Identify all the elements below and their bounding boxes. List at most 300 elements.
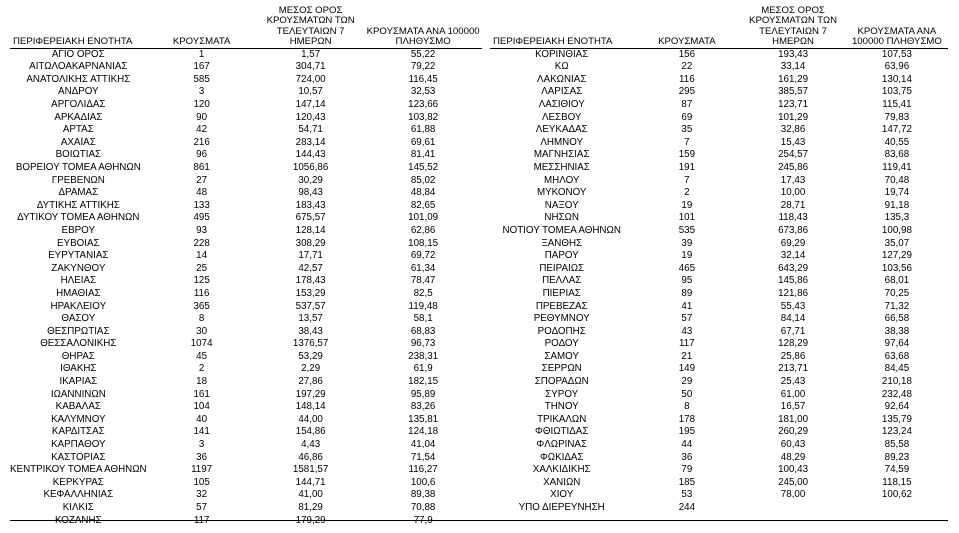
cell-cases: 32 <box>196 489 208 501</box>
cell-per100k: 135,81 <box>408 413 439 425</box>
table-row <box>10 376 482 389</box>
table-row <box>490 477 948 490</box>
table-row <box>490 61 948 74</box>
cell-per100k: 135,3 <box>884 212 910 224</box>
cell-avg7: 10,00 <box>780 187 806 199</box>
cell-cases: 18 <box>196 376 208 388</box>
cell-per100k: 85,02 <box>410 174 436 186</box>
cell-per100k: 79,83 <box>884 111 910 123</box>
cell-avg7: 304,71 <box>295 61 326 73</box>
table-row <box>10 401 482 414</box>
cell-per100k: 69,61 <box>410 136 436 148</box>
cell-region: ΗΛΕΙΑΣ <box>60 275 97 287</box>
table-row <box>10 200 482 213</box>
cell-avg7: 4,43 <box>301 439 321 451</box>
table-row <box>490 200 948 213</box>
cell-cases: 195 <box>678 426 696 438</box>
left-table-section <box>10 6 482 527</box>
table-row <box>10 149 482 162</box>
table-row <box>490 288 948 301</box>
header-avg7: ΜΕΣΟΣ ΟΡΟΣ ΚΡΟΥΣΜΑΤΩΝ ΤΩΝ ΤΕΛΕΥΤΑΙΩΝ 7 ΗΜΕΡΩΝ <box>749 5 838 48</box>
cell-per100k: 81,41 <box>410 149 436 161</box>
cell-avg7: 1,57 <box>301 48 321 60</box>
table-row <box>10 275 482 288</box>
cell-region: ΒΟΡΕΙΟΥ ΤΟΜΕΑ ΑΘΗΝΩΝ <box>15 161 141 173</box>
cell-cases: 117 <box>679 338 695 350</box>
left-table-body <box>10 48 482 527</box>
cell-cases: 1197 <box>191 464 213 476</box>
cell-region: ΔΡΑΜΑΣ <box>58 187 99 199</box>
table-row <box>10 187 482 200</box>
cell-region: ΓΡΕΒΕΝΩΝ <box>51 174 105 186</box>
cell-cases: 465 <box>678 262 696 274</box>
cell-cases: 101 <box>678 212 696 224</box>
table-row <box>490 502 948 515</box>
cell-cases: 50 <box>681 388 693 400</box>
table-row <box>10 263 482 276</box>
cell-region: ΧΑΛΚΙΔΙΚΗΣ <box>532 464 591 476</box>
cell-per100k: 82,5 <box>413 287 433 299</box>
cell-cases: 14 <box>196 250 208 262</box>
cell-avg7: 153,29 <box>295 287 326 299</box>
table-row <box>10 99 482 112</box>
cell-region: ΤΡΙΚΑΛΩΝ <box>537 413 587 425</box>
cell-avg7: 30,29 <box>298 174 323 186</box>
cell-per100k: 89,38 <box>410 489 436 501</box>
cell-avg7: 13,57 <box>298 313 323 325</box>
table-row <box>10 439 482 452</box>
cell-region: ΚΟΖΑΝΗΣ <box>55 514 102 526</box>
cell-region: ΚΕΦΑΛΛΗΝΙΑΣ <box>43 489 114 501</box>
cell-region: ΚΑΡΔΙΤΣΑΣ <box>51 426 105 438</box>
cell-avg7: 25,86 <box>780 350 806 362</box>
cell-avg7: 25,43 <box>780 376 806 388</box>
cell-cases: 161 <box>193 388 210 400</box>
cell-region: ΠΕΛΛΑΣ <box>542 275 582 287</box>
cell-cases: 30 <box>196 325 208 337</box>
header-per100k: ΚΡΟΥΣΜΑΤΑ ΑΝΑ 100000 ΠΛΗΘΥΣΜΟ <box>366 25 480 48</box>
cell-avg7: 10,57 <box>298 86 323 98</box>
cell-per100k: 66,58 <box>884 313 910 325</box>
table-row <box>10 250 482 263</box>
bottom-rule <box>10 520 948 521</box>
table-row <box>490 212 948 225</box>
table-row <box>10 74 482 87</box>
cell-per100k: 232,48 <box>881 388 912 400</box>
cell-avg7: 53,29 <box>298 350 323 362</box>
cell-region: ΙΘΑΚΗΣ <box>60 363 97 375</box>
table-row <box>490 250 948 263</box>
cell-per100k: 83,26 <box>410 401 436 413</box>
table-row <box>490 326 948 339</box>
cell-avg7: 81,29 <box>298 502 323 513</box>
cell-avg7: 724,00 <box>295 73 326 85</box>
cell-cases: 19 <box>681 199 693 211</box>
cell-avg7: 27,86 <box>298 376 323 388</box>
cell-avg7 <box>740 502 846 515</box>
cell-per100k: 238,31 <box>408 350 439 362</box>
cell-cases: 96 <box>196 149 208 161</box>
table-row <box>490 149 948 162</box>
cell-cases: 53 <box>681 489 693 501</box>
table-row <box>10 301 482 314</box>
cell-region: ΦΘΙΩΤΙΔΑΣ <box>535 426 589 438</box>
cell-region: ΚΑΛΥΜΝΟΥ <box>51 413 106 425</box>
cell-avg7: 78,00 <box>780 489 806 501</box>
cell-cases: 57 <box>196 502 208 513</box>
cell-cases: 116 <box>193 287 210 299</box>
cell-region: ΠΙΕΡΙΑΣ <box>542 287 581 299</box>
cell-cases: 95 <box>681 275 693 287</box>
cell-per100k: 123,24 <box>881 426 912 438</box>
cell-avg7: 193,43 <box>778 48 809 60</box>
cell-region: ΡΟΔΟΠΗΣ <box>537 325 586 337</box>
cell-per100k: 89,23 <box>884 451 910 463</box>
table-row <box>490 313 948 326</box>
table-row <box>10 212 482 225</box>
table-row <box>490 137 948 150</box>
cell-per100k: 182,15 <box>408 376 439 388</box>
cell-region: ΕΒΡΟΥ <box>61 224 96 236</box>
cell-cases: 36 <box>196 451 208 463</box>
cell-avg7: 1581,57 <box>292 464 329 476</box>
table-row <box>10 389 482 402</box>
cell-region: ΧΑΝΙΩΝ <box>543 476 581 488</box>
table-row <box>490 439 948 452</box>
cell-region: ΑΡΚΑΔΙΑΣ <box>54 111 103 123</box>
cell-avg7: 260,29 <box>778 426 809 438</box>
right-header-row <box>490 6 948 48</box>
cell-avg7: 121,86 <box>778 287 809 299</box>
cell-avg7: 673,86 <box>778 224 809 236</box>
cell-per100k: 74,59 <box>884 464 910 476</box>
cell-per100k: 61,88 <box>410 124 436 136</box>
table-row <box>10 137 482 150</box>
cell-avg7: 643,29 <box>778 262 809 274</box>
header-cases: ΚΡΟΥΣΜΑΤΑ <box>172 36 231 48</box>
cell-region: ΚΑΡΠΑΘΟΥ <box>51 439 106 451</box>
cell-avg7: 154,86 <box>295 426 326 438</box>
cell-per100k: 62,86 <box>410 224 436 236</box>
table-row <box>10 86 482 99</box>
cell-region: ΔΥΤΙΚΗΣ ΑΤΤΙΚΗΣ <box>36 199 120 211</box>
table-row <box>10 414 482 427</box>
cell-cases: 104 <box>193 401 210 413</box>
cell-cases: 8 <box>684 401 690 413</box>
cell-cases: 27 <box>196 174 208 186</box>
cell-region: ΚΩ <box>554 61 569 73</box>
cell-avg7: 537,57 <box>295 300 326 312</box>
cell-avg7: 178,43 <box>295 275 326 287</box>
table-row <box>490 351 948 364</box>
cell-region: ΚΙΛΚΙΣ <box>62 502 94 513</box>
cell-region: ΗΜΑΘΙΑΣ <box>56 287 101 299</box>
cell-per100k: 48,84 <box>410 187 436 199</box>
cell-avg7: 254,57 <box>778 149 809 161</box>
cell-cases: 535 <box>678 224 696 236</box>
header-region: ΠΕΡΙΦΕΡΕΙΑΚΗ ΕΝΟΤΗΤΑ <box>493 36 613 48</box>
cell-per100k: 124,18 <box>408 426 439 438</box>
table-row <box>490 363 948 376</box>
cell-avg7: 181,00 <box>778 413 809 425</box>
cell-per100k: 19,74 <box>884 187 910 199</box>
cell-avg7: 148,14 <box>295 401 326 413</box>
cell-cases: 89 <box>681 287 693 299</box>
left-header-row <box>10 6 482 48</box>
cell-avg7: 33,14 <box>780 61 806 73</box>
table-row <box>490 401 948 414</box>
cell-region: ΘΑΣΟΥ <box>61 313 96 325</box>
table-row <box>490 414 948 427</box>
cell-avg7: 55,43 <box>780 300 806 312</box>
cell-cases: 365 <box>193 300 210 312</box>
cell-per100k: 108,15 <box>408 237 439 249</box>
cell-per100k: 103,56 <box>881 262 912 274</box>
cell-per100k: 95,89 <box>410 388 436 400</box>
right-table-section <box>490 6 948 515</box>
table-row <box>10 112 482 125</box>
cell-per100k: 119,48 <box>408 300 438 312</box>
right-table-body <box>490 48 948 514</box>
cell-cases: 19 <box>681 250 693 262</box>
table-row <box>10 338 482 351</box>
cell-region: ΛΗΜΝΟΥ <box>540 136 584 148</box>
cell-avg7: 245,00 <box>778 476 809 488</box>
cell-avg7: 41,00 <box>298 489 323 501</box>
cell-per100k: 63,68 <box>884 350 910 362</box>
cell-per100k: 85,58 <box>884 439 910 451</box>
table-row <box>490 238 948 251</box>
cell-per100k: 97,64 <box>884 338 910 350</box>
table-row <box>10 288 482 301</box>
cell-avg7: 123,71 <box>778 99 809 110</box>
table-row <box>10 363 482 376</box>
table-row <box>10 61 482 74</box>
cell-per100k: 100,62 <box>881 489 912 501</box>
cell-avg7: 283,14 <box>295 136 326 148</box>
table-row <box>10 477 482 490</box>
cell-region: ΜΗΛΟΥ <box>544 174 580 186</box>
cell-region: ΠΑΡΟΥ <box>544 250 579 262</box>
cell-region: ΑΓΙΟ ΟΡΟΣ <box>51 48 105 60</box>
cell-avg7: 38,43 <box>298 325 323 337</box>
cell-region: ΛΕΥΚΑΔΑΣ <box>535 124 588 136</box>
cell-avg7: 161,29 <box>778 73 809 85</box>
cell-avg7: 118,43 <box>778 212 808 224</box>
cell-region: ΑΝΑΤΟΛΙΚΗΣ ΑΤΤΙΚΗΣ <box>26 73 131 85</box>
cell-region: ΦΛΩΡΙΝΑΣ <box>536 439 588 451</box>
cell-per100k: 100,98 <box>881 224 912 236</box>
cell-per100k: 40,55 <box>884 136 910 148</box>
table-row <box>10 464 482 477</box>
cell-avg7: 17,71 <box>298 250 323 262</box>
cell-avg7: 128,14 <box>295 224 326 236</box>
cell-region: ΕΥΡΥΤΑΝΙΑΣ <box>48 250 109 262</box>
cell-avg7: 213,71 <box>778 363 809 375</box>
cell-per100k: 70,25 <box>884 287 910 299</box>
table-row <box>490 489 948 502</box>
cell-per100k: 116,27 <box>408 464 438 476</box>
cell-per100k: 63,96 <box>884 61 910 73</box>
cell-cases: 3 <box>198 86 205 98</box>
table-row <box>490 426 948 439</box>
cell-cases: 585 <box>193 73 210 85</box>
cell-avg7: 17,43 <box>780 174 806 186</box>
cell-per100k: 92,64 <box>884 401 910 413</box>
cell-cases: 105 <box>193 476 210 488</box>
cell-region: ΒΟΙΩΤΙΑΣ <box>55 149 102 161</box>
cell-region: ΤΗΝΟΥ <box>544 401 579 413</box>
cell-avg7: 2,29 <box>301 363 321 375</box>
cell-cases: 7 <box>684 174 690 186</box>
cell-region: ΠΡΕΒΕΖΑΣ <box>535 300 588 312</box>
table-row <box>490 112 948 125</box>
cell-per100k: 61,9 <box>413 363 433 375</box>
cell-region: ΚΕΡΚΥΡΑΣ <box>52 476 104 488</box>
cell-per100k: 103,82 <box>408 111 439 123</box>
cell-per100k: 103,75 <box>881 86 912 98</box>
left-cases-table <box>10 6 482 527</box>
cell-avg7: 675,57 <box>295 212 326 224</box>
cell-avg7: 84,14 <box>780 313 806 325</box>
table-row <box>490 175 948 188</box>
cell-cases: 40 <box>196 413 208 425</box>
cell-region: ΡΕΘΥΜΝΟΥ <box>533 313 590 325</box>
cell-region: ΣΑΜΟΥ <box>544 350 579 362</box>
table-row <box>10 326 482 339</box>
cell-region: ΘΗΡΑΣ <box>61 350 95 362</box>
cell-cases: 41 <box>681 300 693 312</box>
cell-region: ΝΗΣΩΝ <box>544 212 580 224</box>
cell-cases: 57 <box>681 313 693 325</box>
cell-avg7: 54,71 <box>298 124 323 136</box>
cell-region: ΛΕΣΒΟΥ <box>541 111 582 123</box>
cell-cases: 21 <box>681 350 693 362</box>
cell-per100k: 123,66 <box>408 99 439 110</box>
cell-per100k: 70,48 <box>884 174 910 186</box>
cell-avg7: 179,29 <box>295 514 326 526</box>
table-row <box>10 225 482 238</box>
table-row <box>10 351 482 364</box>
cell-cases: 69 <box>681 111 693 123</box>
cell-cases: 44 <box>681 439 693 451</box>
cell-region: ΘΕΣΠΡΩΤΙΑΣ <box>47 325 110 337</box>
table-row <box>490 86 948 99</box>
cell-cases: 1 <box>198 48 205 60</box>
cell-per100k: 77,9 <box>413 514 433 526</box>
cell-cases: 48 <box>196 187 208 199</box>
cell-avg7: 98,43 <box>298 187 323 199</box>
cell-avg7: 1056,86 <box>292 161 329 173</box>
cell-avg7: 32,86 <box>780 124 806 136</box>
cell-cases: 495 <box>193 212 210 224</box>
cell-region: ΕΥΒΟΙΑΣ <box>57 237 100 249</box>
table-row <box>10 175 482 188</box>
cell-region: ΦΩΚΙΔΑΣ <box>539 451 584 463</box>
table-row <box>490 263 948 276</box>
cell-per100k: 71,32 <box>884 300 910 312</box>
cell-avg7: 308,29 <box>295 237 326 249</box>
cell-region: ΝΑΞΟΥ <box>544 199 579 211</box>
table-row <box>490 275 948 288</box>
cell-cases: 79 <box>681 464 693 476</box>
cell-avg7: 46,86 <box>298 451 323 463</box>
cell-per100k: 69,72 <box>410 250 436 262</box>
cell-per100k: 58,1 <box>413 313 433 325</box>
table-row <box>490 452 948 465</box>
cell-cases: 185 <box>678 476 696 488</box>
cell-avg7: 1376,57 <box>292 338 329 350</box>
cell-region: ΑΝΔΡΟΥ <box>58 86 99 98</box>
header-per100k: ΚΡΟΥΣΜΑΤΑ ΑΝΑ 100000 ΠΛΗΘΥΣΜΟ <box>851 25 942 48</box>
cell-cases: 45 <box>196 350 208 362</box>
cell-cases: 90 <box>196 111 208 123</box>
cell-avg7: 245,86 <box>778 161 809 173</box>
cell-avg7: 183,43 <box>295 199 326 211</box>
cell-region: ΙΩΑΝΝΙΝΩΝ <box>50 388 106 400</box>
cell-per100k: 116,45 <box>408 73 438 85</box>
cell-region: ΥΠΟ ΔΙΕΡΕΥΝΗΣΗ <box>518 502 605 513</box>
cell-cases: 2 <box>198 363 205 375</box>
table-row <box>10 426 482 439</box>
cell-avg7: 128,29 <box>778 338 809 350</box>
table-row <box>490 464 948 477</box>
cell-region: ΡΟΔΟΥ <box>544 338 579 350</box>
cell-region: ΚΟΡΙΝΘΙΑΣ <box>535 48 589 60</box>
cell-avg7: 42,57 <box>298 262 323 274</box>
table-row <box>10 238 482 251</box>
cell-avg7: 32,14 <box>780 250 806 262</box>
cell-cases: 167 <box>193 61 210 73</box>
cell-per100k: 118,15 <box>882 476 912 488</box>
cell-cases: 35 <box>681 124 693 136</box>
table-row <box>490 225 948 238</box>
cell-avg7: 147,14 <box>295 99 326 110</box>
cell-avg7: 385,57 <box>778 86 809 98</box>
cell-per100k: 79,22 <box>410 61 436 73</box>
cell-avg7: 144,71 <box>295 476 326 488</box>
cell-per100k: 101,09 <box>408 212 439 224</box>
cell-cases: 25 <box>196 262 208 274</box>
cell-cases: 93 <box>196 224 208 236</box>
cell-cases: 7 <box>684 136 690 148</box>
table-row <box>10 489 482 502</box>
cell-cases: 43 <box>681 325 693 337</box>
cell-region: ΛΑΡΙΣΑΣ <box>541 86 583 98</box>
cell-per100k: 32,53 <box>410 86 436 98</box>
cell-region: ΚΕΝΤΡΙΚΟΥ ΤΟΜΕΑ ΑΘΗΝΩΝ <box>10 464 147 476</box>
header-region: ΠΕΡΙΦΕΡΕΙΑΚΗ ΕΝΟΤΗΤΑ <box>13 36 133 48</box>
cell-cases: 295 <box>678 86 696 98</box>
cell-per100k: 96,73 <box>410 338 436 350</box>
cell-cases: 156 <box>678 48 696 60</box>
cell-cases: 8 <box>198 313 205 325</box>
cell-per100k: 78,47 <box>410 275 436 287</box>
cell-region: ΣΕΡΡΩΝ <box>541 363 582 375</box>
cell-region: ΣΥΡΟΥ <box>545 388 579 400</box>
cell-per100k: 71,54 <box>410 451 436 463</box>
cell-region: ΝΟΤΙΟΥ ΤΟΜΕΑ ΑΘΗΝΩΝ <box>502 224 621 236</box>
cell-cases: 87 <box>681 99 693 110</box>
table-row <box>490 376 948 389</box>
cell-region: ΑΧΑΪΑΣ <box>60 136 96 148</box>
cell-cases: 191 <box>678 161 696 173</box>
cell-cases: 149 <box>678 363 696 375</box>
cell-per100k: 68,01 <box>884 275 910 287</box>
cell-per100k: 130,14 <box>881 73 912 85</box>
cell-region: ΞΑΝΘΗΣ <box>541 237 583 249</box>
cell-cases: 228 <box>193 237 210 249</box>
